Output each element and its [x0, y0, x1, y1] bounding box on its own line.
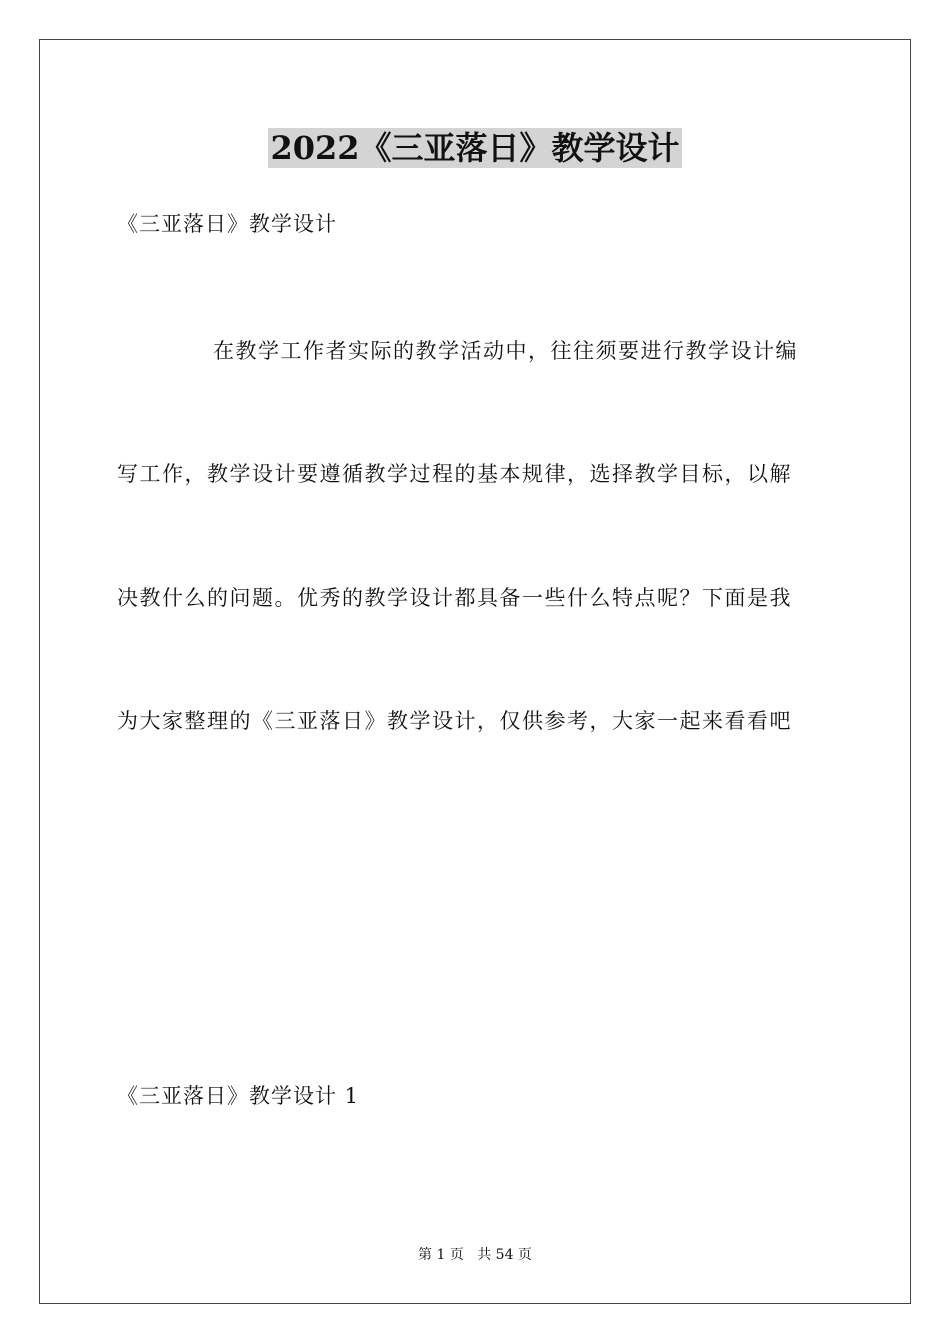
document-subtitle: 《三亚落日》教学设计 — [117, 212, 337, 236]
intro-line-1: 在教学工作者实际的教学活动中，往往须要进行教学设计编 — [213, 339, 798, 363]
title-container — [0, 128, 950, 168]
page-footer — [0, 1245, 950, 1265]
intro-line-3: 决教什么的问题。优秀的教学设计都具备一些什么特点呢？下面是我 — [117, 586, 792, 610]
page-number: 第 1 页 — [418, 1247, 464, 1263]
page-total: 共 54 页 — [477, 1247, 532, 1263]
document-title: 2022《三亚落日》教学设计 — [270, 129, 680, 167]
intro-line-2: 写工作，教学设计要遵循教学过程的基本规律，选择教学目标，以解 — [117, 462, 792, 486]
intro-line-4: 为大家整理的《三亚落日》教学设计，仅供参考，大家一起来看看吧 — [117, 709, 792, 733]
section-heading: 《三亚落日》教学设计 1 — [117, 1084, 360, 1108]
